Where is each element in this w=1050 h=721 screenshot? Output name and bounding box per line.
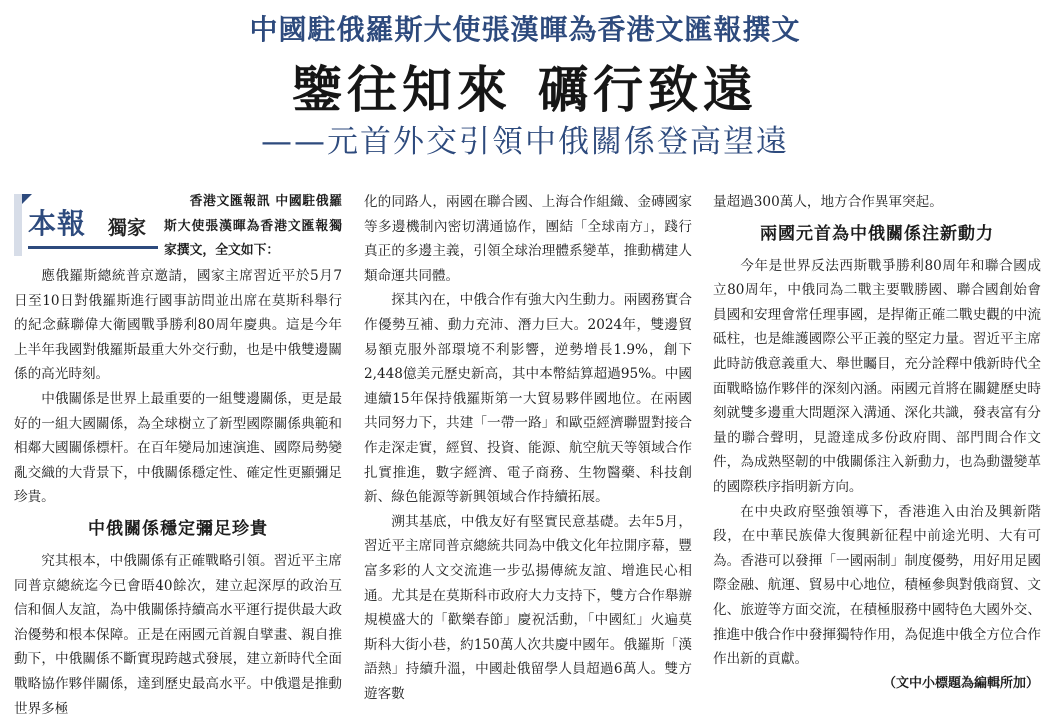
subtitle: ——元首外交引領中俄關係登高望遠 bbox=[261, 124, 789, 160]
main-title bbox=[0, 50, 1050, 122]
headline-block bbox=[0, 0, 1050, 176]
logo-main-word: 本報 bbox=[28, 207, 87, 240]
main-title-part2: 礪行致遠 bbox=[538, 61, 758, 119]
column-1 bbox=[14, 190, 342, 721]
paragraph: 應俄羅斯總統普京邀請，國家主席習近平於5月7日至10日對俄羅斯進行國事訪問並出席在莫斯科舉行的紀念蘇聯偉大衛國戰爭勝利80周年慶典。這是今年上半年我國對俄羅斯最重大外交行動，也是中俄雙邊關係的高光時刻。 bbox=[14, 268, 342, 383]
column-3 bbox=[713, 190, 1041, 696]
kicker-headline: 中國駐俄羅斯大使張漢暉為香港文匯報撰文 bbox=[249, 13, 801, 46]
logo-sub-word: 獨家 bbox=[108, 217, 147, 239]
logo-underline bbox=[28, 246, 158, 249]
logo-corner-icon bbox=[22, 194, 32, 204]
paragraph: 中俄關係是世界上最重要的一組雙邊關係，更是最好的一組大國關係，為全球樹立了新型國際關係典範和相鄰大國關係標杆。在百年變局加速演進、國際局勢變亂交織的大背景下，中俄關係穩定性、確定性更顯彌足珍貴。 bbox=[14, 390, 342, 506]
paragraph: 在中央政府堅強領導下，香港進入由治及興新階段，在中華民族偉大復興新征程中前途光明、大有可為。香港可以發揮「一國兩制」制度優勢，用好用足國際金融、航運、貿易中心地位，積極參與對俄商貿、文化、旅遊等方面交流，在積極服務中國特色大國外交、推進中俄合作中發揮獨特作用，為促進中俄全方位合作作出新的貢獻。 bbox=[713, 503, 1041, 668]
paragraph: 溯其基底，中俄友好有堅實民意基礎。去年5月，習近平主席同普京總統共同為中俄文化年拉開序幕，豐富多彩的人文交流進一步弘揚傳統友誼、增進民心相通。尤其是在莫斯科市政府大力支持下，雙方合作舉辦規模盛大的「歡樂春節」慶祝活動，「中國紅」火遍莫斯科大街小巷，約150萬人次共慶中國年。俄羅斯「漢語熱」持續升溫，中國赴俄留學人員超過6萬人。雙方遊客數 bbox=[364, 513, 692, 702]
paragraph: 探其內在，中俄合作有強大內生動力。兩國務實合作優勢互補、動力充沛、潛力巨大。2024年，雙邊貿易額克服外部環境不利影響，逆勢增長1.9%，創下2,448億美元歷史新高，其中本幣結算超過95%。中國連續15年保持俄羅斯第一大貿易夥伴國地位。在兩國共同努力下，共建「一帶一路」和歐亞經濟聯盟對接合作走深走實，經貿、投資、能源、航空航天等領域合作扎實推進，數字經濟、電子商務、生物醫藥、科技創新、綠色能源等新興領域合作持續拓展。 bbox=[364, 292, 692, 506]
section-heading: 兩國元首為中俄關係注新動力 bbox=[760, 223, 994, 244]
main-title-part1: 鑒往知來 bbox=[292, 61, 512, 119]
paragraph-continued: 化的同路人，兩國在聯合國、上海合作組織、金磚國家等多邊機制內密切溝通協作，團結「全球南方」，踐行真正的多邊主義，引領全球治理體系變革，推動構建人類命運共同體。 bbox=[364, 194, 692, 284]
byline-block bbox=[14, 190, 342, 264]
exclusive-logo bbox=[14, 194, 164, 256]
column-2 bbox=[364, 190, 692, 706]
byline: 香港文匯報訊 中國駐俄羅斯大使張漢暉為香港文匯報獨家撰文，全文如下： bbox=[164, 194, 342, 259]
section-heading: 中俄關係穩定彌足珍貴 bbox=[88, 518, 268, 539]
paragraph-continued: 量超過300萬人，地方合作異軍突起。 bbox=[713, 194, 943, 210]
editor-note: （文中小標題為編輯所加） bbox=[882, 675, 1039, 691]
paragraph: 今年是世界反法西斯戰爭勝利80周年和聯合國成立80周年，中俄同為二戰主要戰勝國、聯合國創始會員國和安理會常任理事國，是捍衛正確二戰史觀的中流砥柱，也是維護國際公平正義的堅定力量。習近平主席此時訪俄意義重大、舉世矚目，充分詮釋中俄新時代全面戰略協作夥伴的深刻內涵。兩國元首將在關鍵歷史時刻就雙多邊重大問題深入溝通、深化共識，發表富有分量的聯合聲明，見證達成多份政府間、部門間合作文件，為成熟堅韌的中俄關係注入新動力，也為動盪變革的國際秩序指明新方向。 bbox=[713, 257, 1041, 495]
paragraph: 究其根本，中俄關係有正確戰略引領。習近平主席同普京總統迄今已會晤40餘次，建立起深厚的政治互信和個人友誼，為中俄關係持續高水平運行提供最大政治優勢和根本保障。正是在兩國元首親自擘畫、親自推動下，中俄關係不斷實現跨越式發展，建立新時代全面戰略協作夥伴關係，達到歷史最高水平。中俄還是推動世界多極 bbox=[14, 552, 342, 717]
logo-shade bbox=[14, 194, 22, 256]
